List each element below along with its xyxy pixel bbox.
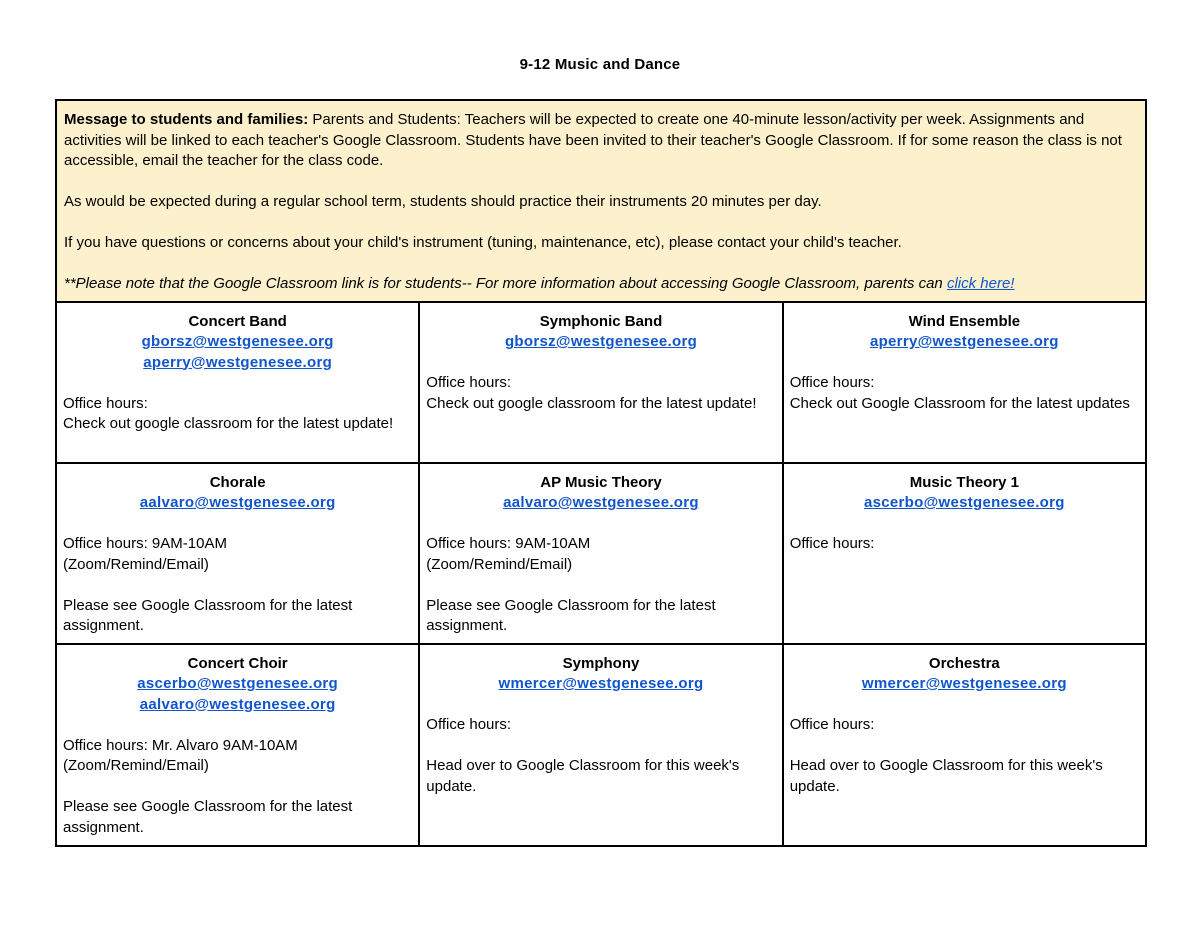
office-hours: Office hours:	[426, 374, 512, 391]
message-note	[64, 274, 1138, 295]
class-cell-wind-ensemble	[783, 302, 1146, 463]
class-name: Chorale	[209, 473, 266, 491]
click-here-link[interactable]: click here!	[946, 275, 1015, 292]
class-name: Orchestra	[928, 654, 1000, 672]
message-text-1: Parents and Students: Teachers will be expected to create one 40-minute lesson/activity per week. Assignments and activities will be linked to each teacher's Google Classroom. Students have been invited to their teacher's Google Classroom. If for some reason the class is not accessible, email the teacher for the class code.	[64, 111, 1122, 169]
message-paragraph-2: As would be expected during a regular school term, students should practice their instruments 20 minutes per day.	[64, 193, 822, 210]
office-hours: Office hours: Mr. Alvaro 9AM-10AM	[63, 736, 298, 754]
class-detail: Check out Google Classroom for the latest updates	[789, 394, 1130, 412]
class-name: AP Music Theory	[540, 473, 662, 491]
teacher-email-link[interactable]: ascerbo@westgenesee.org	[137, 675, 339, 692]
class-cell-orchestra	[783, 644, 1146, 846]
message-paragraph-3: If you have questions or concerns about your child's instrument (tuning, maintenance, etc), please contact your child's teacher.	[64, 234, 902, 251]
class-cell-symphonic-band	[419, 302, 782, 463]
class-detail: Check out google classroom for the latest update!	[426, 394, 757, 412]
office-hours: Office hours:	[789, 716, 875, 733]
class-detail: Please see Google Classroom for the latest assignment.	[63, 596, 353, 634]
office-hours: Office hours:	[789, 374, 875, 391]
class-name: Symphony	[562, 654, 640, 672]
office-hours-method: (Zoom/Remind/Email)	[426, 555, 573, 573]
class-cell-concert-band	[56, 302, 419, 463]
class-cell-chorale	[56, 463, 419, 644]
teacher-email-link[interactable]: ascerbo@westgenesee.org	[863, 494, 1065, 511]
message-paragraph-1	[64, 110, 1138, 172]
office-hours-method: (Zoom/Remind/Email)	[63, 555, 209, 573]
office-hours: Office hours:	[426, 716, 512, 733]
class-name: Concert Choir	[187, 654, 288, 672]
class-cell-music-theory-1	[783, 463, 1146, 644]
office-hours: Office hours:	[63, 394, 148, 412]
class-name: Wind Ensemble	[908, 312, 1021, 330]
note-text: **Please note that the Google Classroom link is for students-- For more information about accessing Google Classroom, parents can	[64, 275, 943, 292]
teacher-email-link[interactable]: aalvaro@westgenesee.org	[503, 494, 699, 511]
class-cell-symphony	[419, 644, 782, 846]
class-detail: Head over to Google Classroom for this week's update.	[789, 757, 1103, 795]
message-lead: Message to students and families:	[64, 111, 309, 128]
class-cell-concert-choir	[56, 644, 419, 846]
teacher-email-link[interactable]: aalvaro@westgenesee.org	[139, 695, 336, 713]
class-name: Symphonic Band	[539, 312, 663, 330]
office-hours: Office hours: 9AM-10AM	[426, 535, 591, 552]
class-detail: Check out google classroom for the latest update!	[63, 415, 394, 432]
music-dance-table	[55, 99, 1147, 847]
teacher-email-link[interactable]: wmercer@westgenesee.org	[861, 675, 1067, 692]
class-detail: Head over to Google Classroom for this week's update.	[426, 757, 740, 795]
teacher-email-link[interactable]: aalvaro@westgenesee.org	[139, 494, 336, 511]
message-box	[56, 100, 1146, 302]
class-detail: Please see Google Classroom for the latest assignment.	[426, 596, 716, 634]
page-title: 9-12 Music and Dance	[519, 56, 681, 73]
office-hours-method: (Zoom/Remind/Email)	[63, 757, 209, 774]
teacher-email-link[interactable]: aperry@westgenesee.org	[143, 353, 333, 371]
class-name: Music Theory 1	[909, 473, 1019, 491]
teacher-email-link[interactable]: wmercer@westgenesee.org	[498, 675, 704, 692]
office-hours: Office hours: 9AM-10AM	[63, 535, 227, 552]
teacher-email-link[interactable]: gborsz@westgenesee.org	[141, 333, 334, 350]
teacher-email-link[interactable]: gborsz@westgenesee.org	[504, 333, 698, 350]
class-name: Concert Band	[188, 312, 287, 330]
teacher-email-link[interactable]: aperry@westgenesee.org	[869, 333, 1059, 350]
office-hours: Office hours:	[789, 535, 875, 552]
class-detail: Please see Google Classroom for the latest assignment.	[63, 798, 353, 836]
class-cell-ap-music-theory	[419, 463, 782, 644]
